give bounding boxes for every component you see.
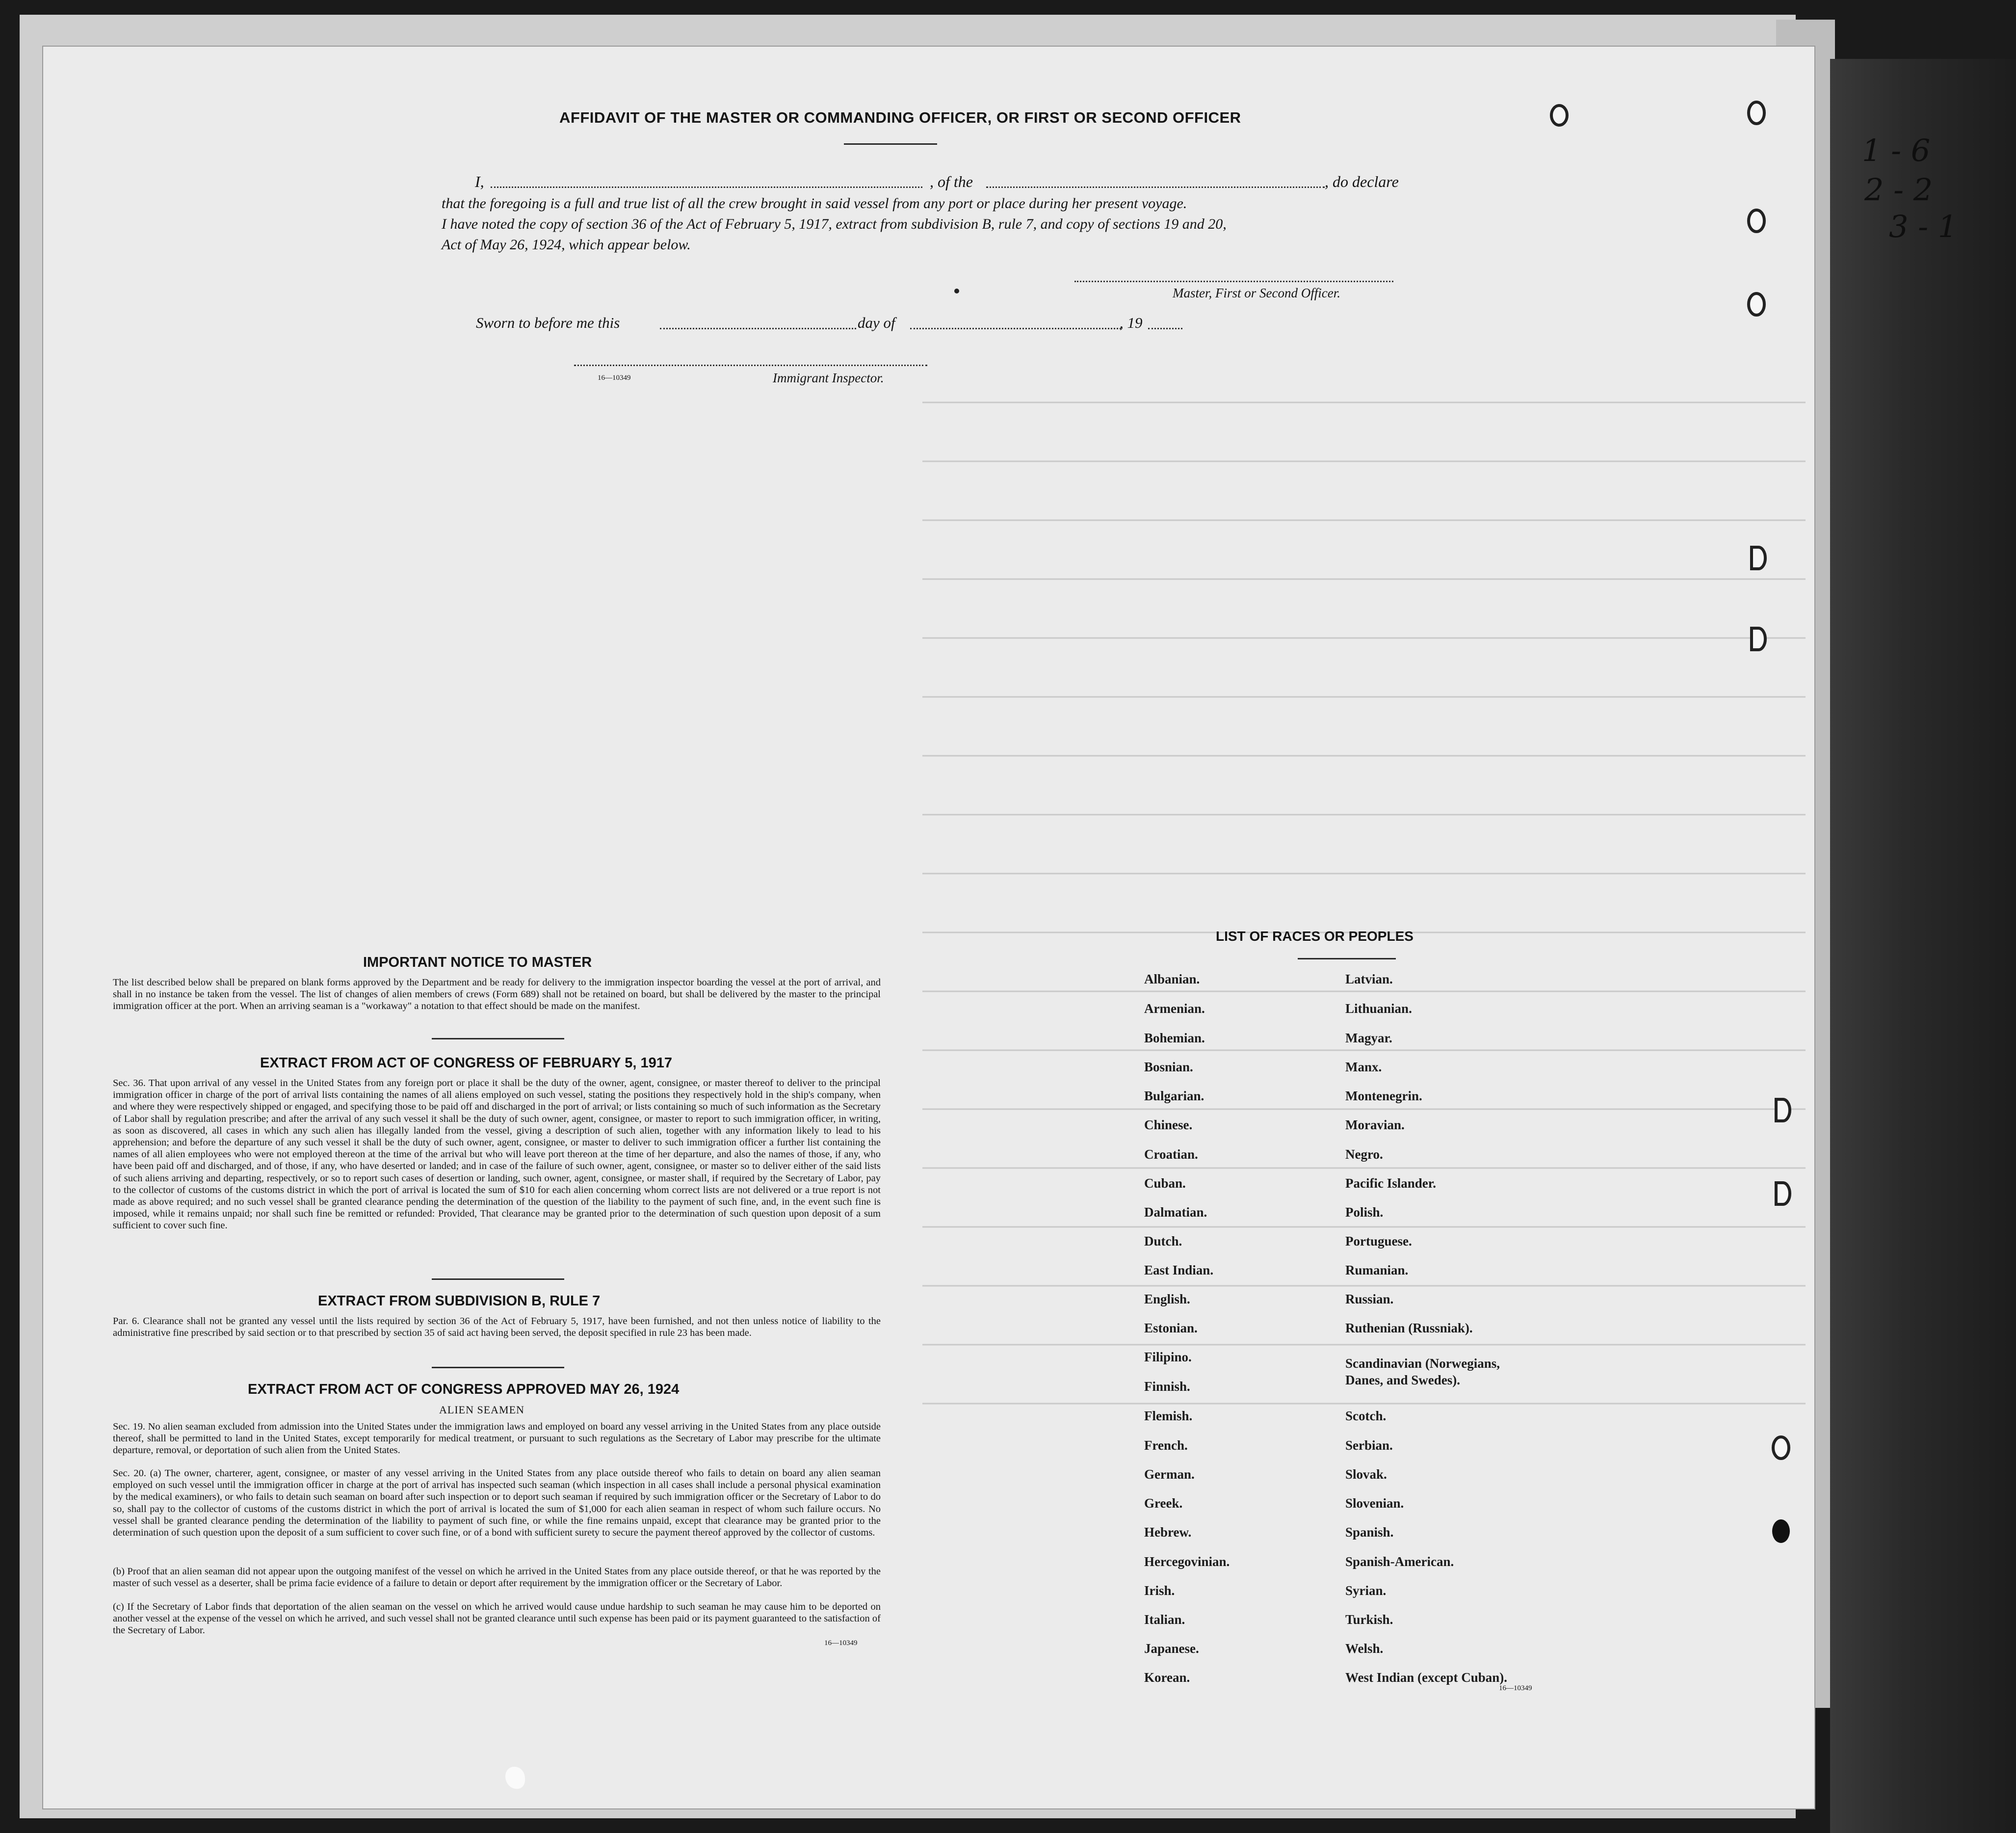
race-item: German. [1144, 1467, 1195, 1482]
race-item: West Indian (except Cuban). [1345, 1670, 1508, 1685]
race-item: Croatian. [1144, 1147, 1198, 1162]
race-item: Serbian. [1345, 1438, 1393, 1453]
race-item: Moravian. [1345, 1117, 1405, 1132]
extract-rule7-text: Par. 6. Clearance shall not be granted any vessel until the lists required by section 36 of the Act of February 5, 1917, have been furnished, and not then unless notice of liability to the administrative fine prescribed by said section or to that prescribed by section 35 of said act having been served, the deposit specified in rule 23 has been made. [113, 1316, 881, 1339]
inspector-label: Immigrant Inspector. [773, 371, 884, 385]
affidavit-title-rule [844, 143, 937, 145]
race-item: Pacific Islander. [1345, 1176, 1436, 1191]
notice-rule [432, 1038, 564, 1039]
race-item: Ruthenian (Russniak). [1345, 1321, 1473, 1335]
race-item: Negro. [1345, 1147, 1383, 1162]
ink-dot [954, 289, 959, 293]
race-item: French. [1144, 1438, 1188, 1453]
races-title: LIST OF RACES OR PEOPLES [1216, 929, 1414, 944]
race-item: Bosnian. [1144, 1060, 1193, 1074]
race-item: Japanese. [1144, 1641, 1199, 1656]
race-item: Turkish. [1345, 1612, 1393, 1627]
inspector-signature-blank[interactable] [574, 365, 927, 366]
race-item: Portuguese. [1345, 1234, 1412, 1249]
signature-blank[interactable] [1074, 281, 1393, 282]
race-item: Spanish. [1345, 1525, 1394, 1540]
race-item: Slovak. [1345, 1467, 1387, 1482]
race-item: Rumanian. [1345, 1263, 1409, 1277]
race-item: Finnish. [1144, 1379, 1190, 1394]
affidavit-do-declare: , do declare [1325, 173, 1399, 190]
extract-rule7-rule [432, 1367, 564, 1368]
margin-note-1: 1 - 6 [1862, 133, 1931, 168]
races-form-number: 16—10349 [1499, 1684, 1532, 1692]
affidavit-title: AFFIDAVIT OF THE MASTER OR COMMANDING OFFICER, OR FIRST OR SECOND OFFICER [559, 109, 1241, 126]
extract-1924-subtitle: ALIEN SEAMEN [439, 1404, 524, 1416]
races-right-column [1345, 972, 1581, 1688]
affidavit-body-1: that the foregoing is a full and true list of all the crew brought in said vessel from any port or place during her present voyage. [442, 195, 1187, 212]
affidavit-i: I, [475, 173, 484, 190]
race-item: Russian. [1345, 1292, 1394, 1306]
race-item: Latvian. [1345, 972, 1393, 986]
vessel-blank[interactable] [986, 186, 1325, 188]
race-item: Dalmatian. [1144, 1205, 1207, 1220]
race-item: Hercegovinian. [1144, 1554, 1230, 1569]
signature-label: Master, First or Second Officer. [1173, 286, 1340, 300]
race-item: Armenian. [1144, 1001, 1205, 1016]
extract-1917-text: Sec. 36. That upon arrival of any vessel in the United States from any foreign port or place it shall be the duty of the owner, agent, consignee, or master thereof to deliver to the principal immigration officer in charge of the port of arrival lists containing the names of all aliens employed on such vessel, stating the positions they respectively hold in the ship's company, when and where they were respectively shipped or engaged, and specifying those to be paid off and discharged in the port of arrival; or lists containing so much of such information as the Secretary of Labor shall by regulation prescribe; and after the arrival of any such vessel it shall be the duty of such owner, agent, consignee, or master to report to such immigration officer, in writing, as soon as discovered, all cases in which any such alien has illegally landed from the vessel, giving a description of such alien, together with any information likely to lead to his apprehension; and before the departure of any such vessel it shall be the duty of such owner, agent, consignee, or master to deliver to such immigration officer a further list containing the names of all alien employees who were not employed thereon at the time of the arrival but who will leave port thereon at the time of her departure, and also the names of those, if any, who have been paid off and discharged, and of those, if any, who have deserted or landed; and in case of the failure of such owner, agent, consignee, or master so to deliver either of the said lists of such aliens arriving and departing, respectively, or so to report such cases of desertion or landing, such owner, agent, consignee, or master shall, if required by the Secretary of Labor, pay to the collector of customs of the customs district in which the port of arrival is located the sum of $10 for each alien concerning whom correct lists are not delivered or a true report is not made as above required; and no such vessel shall be granted clearance pending the determination of the question of the liability to the payment of such fine, and, in the event such fine is imposed, while it remains unpaid; nor shall such fine be remitted or refunded: Provided, That clearance may be granted prior to the determination of such question upon deposit of a sum sufficient to cover such fine. [113, 1078, 881, 1231]
race-item: Dutch. [1144, 1234, 1182, 1249]
extract-1924-sec20b: (b) Proof that an alien seaman did not appear upon the outgoing manifest of the vessel on which he arrived in the United States from any place outside thereof, or that he was reported by the master of such vessel as a deserter, shall be prima facie evidence of a failure to detain or deport after requirement by the immigration officer or the Secretary of Labor. [113, 1566, 881, 1589]
sworn-text: Sworn to before me this [476, 314, 620, 331]
extract-rule7-title: EXTRACT FROM SUBDIVISION B, RULE 7 [318, 1293, 601, 1309]
race-item: Hebrew. [1144, 1525, 1192, 1540]
race-item: Welsh. [1345, 1641, 1384, 1656]
race-item: Chinese. [1144, 1117, 1193, 1132]
race-item: Cuban. [1144, 1176, 1186, 1191]
sworn-year-blank[interactable] [1148, 328, 1182, 329]
margin-note-2: 2 - 2 [1864, 172, 1933, 208]
race-item: Estonian. [1144, 1321, 1198, 1335]
top-punch-hole [1545, 101, 1575, 130]
race-item: English. [1144, 1292, 1190, 1306]
extract-1924-title: EXTRACT FROM ACT OF CONGRESS APPROVED MAY 26, 1924 [248, 1381, 680, 1397]
race-item: Bulgarian. [1144, 1089, 1204, 1103]
race-item: Slovenian. [1345, 1496, 1404, 1511]
race-item: Montenegrin. [1345, 1089, 1422, 1103]
name-blank[interactable] [491, 186, 922, 188]
race-item: Korean. [1144, 1670, 1190, 1685]
notice-title: IMPORTANT NOTICE TO MASTER [363, 955, 592, 970]
race-item: Polish. [1345, 1205, 1384, 1220]
extract-1924-form-number: 16—10349 [824, 1639, 858, 1647]
dark-binding-strip [1830, 59, 2016, 1833]
notice-text: The list described below shall be prepared on blank forms approved by the Department and be ready for delivery to the immigration inspector boarding the vessel at the port of arrival, and shall in no instance be taken from the vessel. The list of changes of alien members of crews (Form 689) shall not be retained on board, but shall be delivered by the master to the principal immigration officer at the port. When an arriving seaman is a "workaway" a notation to that effect should be made on the manifest. [113, 977, 881, 1012]
affidavit-form-number: 16—10349 [598, 374, 631, 382]
race-item: Flemish. [1144, 1408, 1193, 1423]
year-text: , 19 [1120, 314, 1143, 331]
race-item: Syrian. [1345, 1583, 1387, 1598]
race-item: Albanian. [1144, 972, 1200, 986]
race-item: Scandinavian (Norwegians, Danes, and Swedes). [1345, 1356, 1500, 1387]
extract-1917-title: EXTRACT FROM ACT OF CONGRESS OF FEBRUARY 5, 1917 [260, 1055, 673, 1071]
affidavit-body-3: Act of May 26, 1924, which appear below. [442, 237, 691, 253]
race-item: Manx. [1345, 1060, 1382, 1074]
race-item: Greek. [1144, 1496, 1183, 1511]
affidavit-body-2: I have noted the copy of section 36 of the Act of February 5, 1917, extract from subdivision B, rule 7, and copy of sections 19 and 20, [442, 216, 1227, 232]
race-item: Magyar. [1345, 1031, 1392, 1045]
race-item: East Indian. [1144, 1263, 1214, 1277]
margin-note-3: 3 - 1 [1889, 209, 1958, 244]
sworn-month-blank[interactable] [910, 328, 1121, 329]
race-item: Spanish-American. [1345, 1554, 1454, 1569]
extract-1917-rule [432, 1278, 564, 1280]
extract-1924-sec20c: (c) If the Secretary of Labor finds that deportation of the alien seaman on the vessel on which he arrived would cause undue hardship to such seaman he may cause him to be deported on another vessel at the expense of the vessel on which he arrived, and such vessel shall not be granted clearance until such expense has been paid or its payment guaranteed to the satisfaction of the Secretary of Labor. [113, 1601, 881, 1636]
punch-holes [1737, 88, 1806, 1561]
day-of-text: day of [858, 314, 895, 331]
extract-1924-sec20a: Sec. 20. (a) The owner, charterer, agent, consignee, or master of any vessel arriving in the United States from any place outside thereof who fails to detain on board any alien seaman employed on such vessel until the immigration officer in charge at the port of arrival has inspected such seaman (which inspection in all cases shall include a personal physical examination by the medical examiners), or who fails to detain such seaman on board after such inspection or to deport such seaman if required by such immigration officer or the Secretary of Labor to do so, shall pay to the collector of customs of the customs district in which the port of arrival is located the sum of $1,000 for each alien seaman in respect of whom such failure occurs. No vessel shall be granted clearance pending the determination of the liability to payment of such fine, or while the fine remains unpaid, except that clearance may be granted prior to the determination of such question upon the deposit of a sum sufficient to cover such fine, or of a bond with sufficient surety to secure the payment thereof approved by the collector of customs. [113, 1468, 881, 1538]
race-item: Lithuanian. [1345, 1001, 1412, 1016]
race-item: Filipino. [1144, 1350, 1192, 1364]
race-item: Bohemian. [1144, 1031, 1205, 1045]
races-left-column [1144, 972, 1340, 1688]
race-item: Scotch. [1345, 1408, 1387, 1423]
sworn-day-blank[interactable] [660, 328, 856, 329]
race-item: Irish. [1144, 1583, 1175, 1598]
affidavit-of-the: , of the [930, 173, 973, 190]
race-item: Italian. [1144, 1612, 1185, 1627]
extract-1924-sec19: Sec. 19. No alien seaman excluded from admission into the United States under the immigration laws and employed on board any vessel arriving in the United States from any place outside thereof, shall be permitted to land in the United States, except temporarily for medical treatment, or pursuant to such regulations as the Secretary of Labor may prescribe for the ultimate departure, removal, or deportation of such alien from the United States. [113, 1421, 881, 1456]
races-title-rule [1298, 958, 1396, 959]
